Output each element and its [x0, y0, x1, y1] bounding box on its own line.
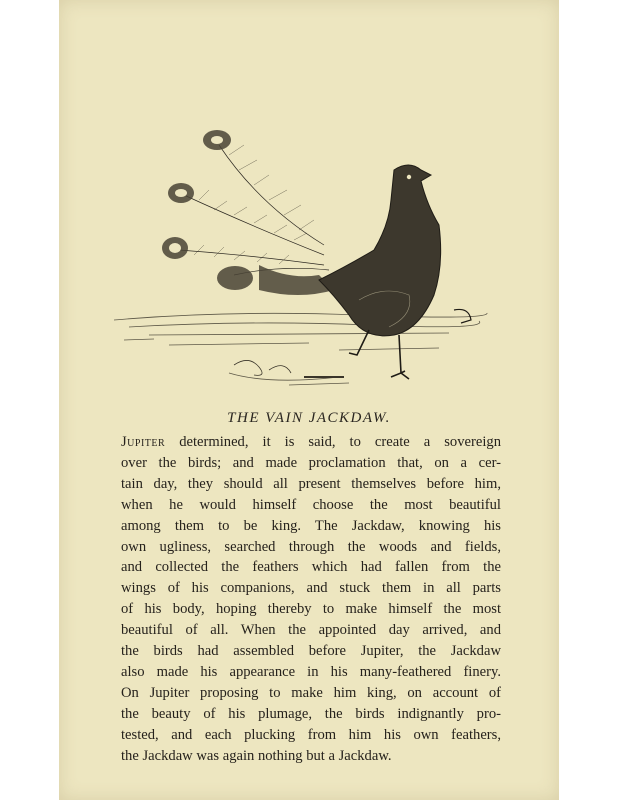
text-line: and collected the feathers which had fallen from the	[121, 559, 501, 576]
text-line: the Jackdaw was again nothing but a Jackdaw.	[121, 747, 392, 764]
text-line: beautiful of all. When the appointed day arrived, and	[121, 622, 501, 639]
book-page	[59, 0, 559, 800]
text-line: of his body, hoping thereby to make himself the most	[121, 601, 501, 618]
text-line: tested, and each plucking from him his own feathers,	[121, 726, 501, 743]
text-line: among them to be king. The Jackdaw, knowing his	[121, 517, 501, 534]
drop-word: Jupiter	[121, 434, 166, 450]
text-line: the birds had assembled before Jupiter, the Jackdaw	[121, 643, 501, 660]
fable-paragraph	[121, 432, 501, 767]
text-line: wings of his companions, and stuck them in all parts	[121, 580, 501, 597]
illustration-caption: THE VAIN JACKDAW.	[227, 410, 391, 426]
text-line: On Jupiter proposing to make him king, on account of	[121, 684, 501, 701]
text-line: Jupiter determined, it is said, to create a sovereign	[121, 434, 501, 450]
text-line: over the birds; and made proclamation that, on a cer-	[121, 454, 501, 471]
text-line: tain day, they should all present themselves before him,	[121, 475, 501, 492]
text-line: when he would himself choose the most beautiful	[121, 496, 501, 513]
text-line: also made his appearance in his many-feathered finery.	[121, 663, 501, 680]
jackdaw-engraving	[109, 115, 489, 400]
text-line: own ugliness, searched through the woods and fields,	[121, 538, 501, 555]
text-line: the beauty of his plumage, the birds indignantly pro-	[121, 705, 501, 722]
